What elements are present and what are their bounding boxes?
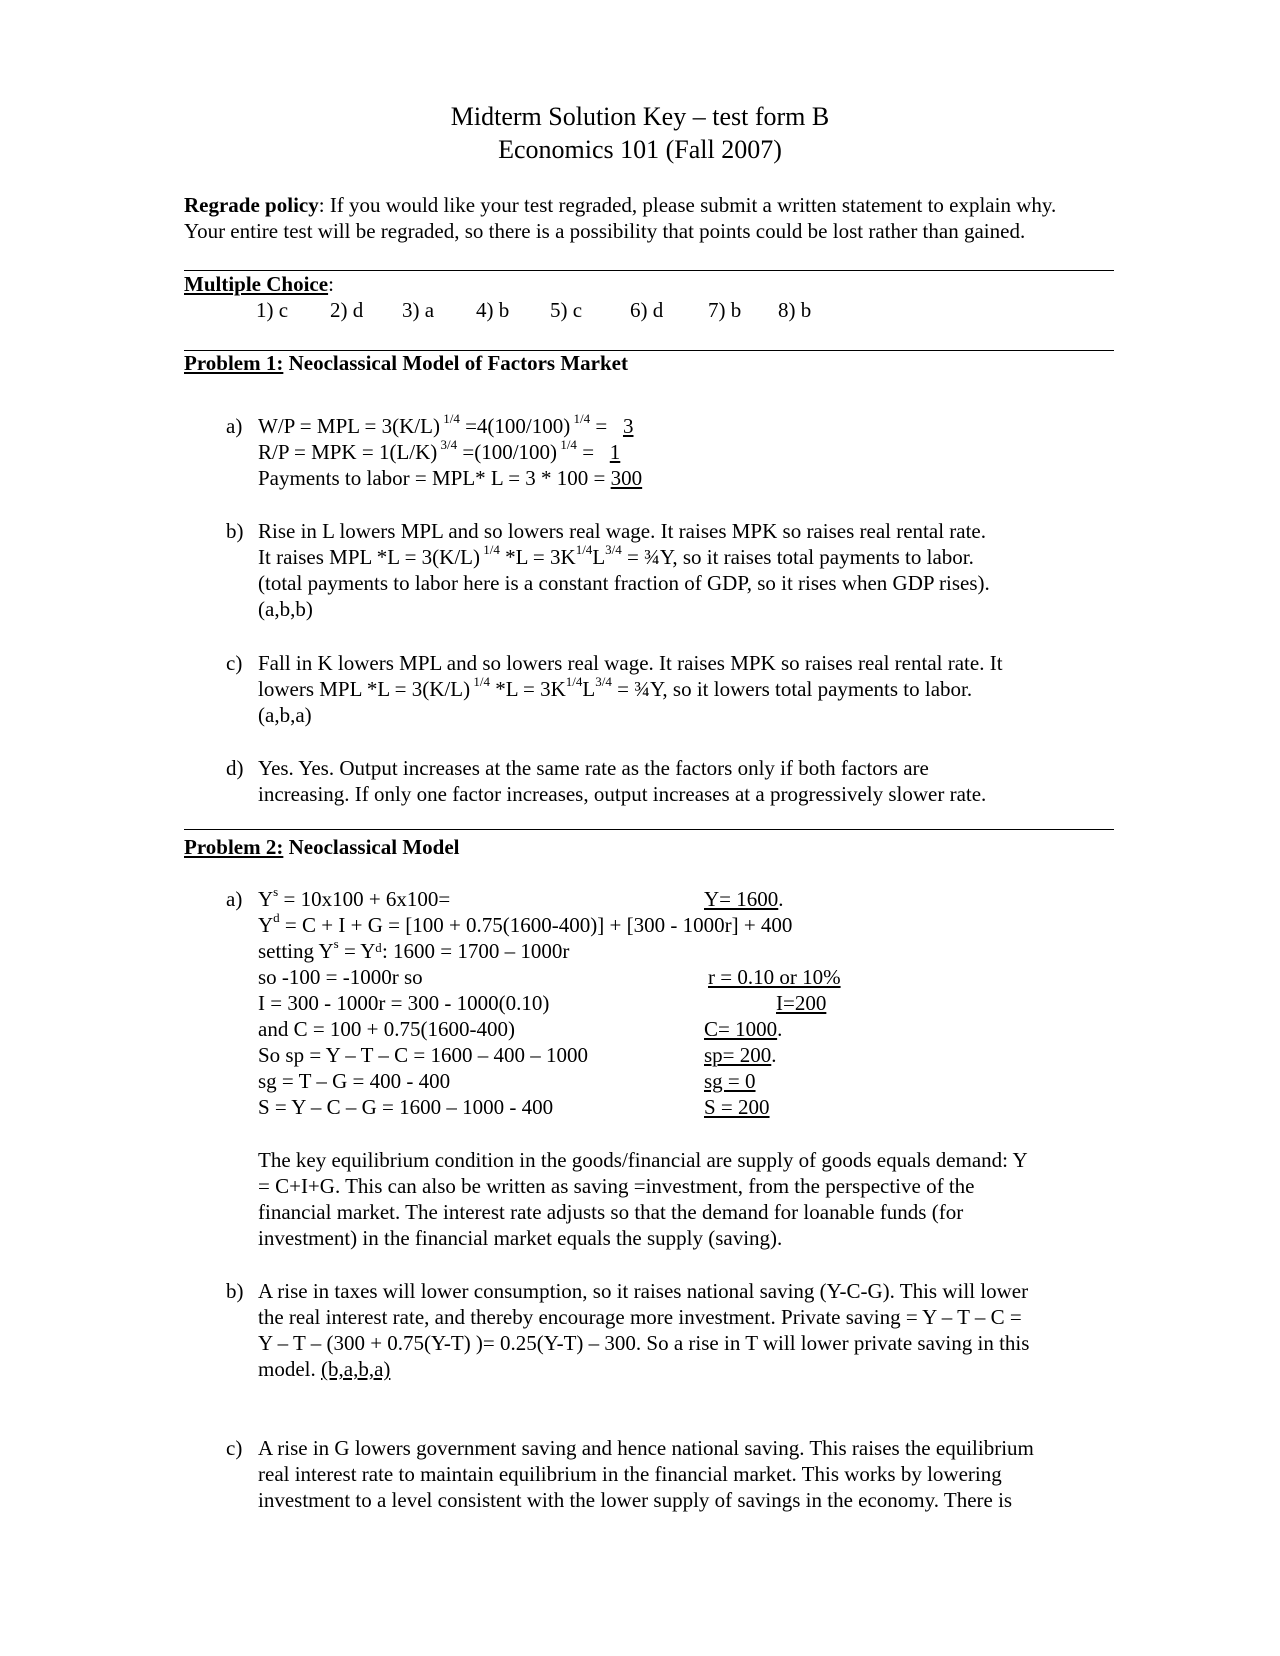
mc-answer: 8) b [778, 298, 812, 322]
computation-result [704, 886, 784, 912]
problem1-b-line-4: (a,b,b) [258, 597, 313, 621]
mc-heading [184, 271, 334, 297]
formula-text: lowers MPL *L = 3(K/L) [258, 677, 471, 701]
formula-text: = ¾Y, so it raises total payments to labor. [621, 545, 974, 569]
exponent: 1/4 [575, 542, 593, 557]
problem1-label: Problem 1: [184, 351, 284, 375]
mc-answer: 3) a [402, 298, 435, 322]
computation-result [704, 1016, 782, 1042]
title-line-1: Midterm Solution Key – test form B [450, 102, 830, 131]
problem1-a-label: a) [226, 414, 243, 438]
problem1-c-line-3: (a,b,a) [258, 703, 312, 727]
result-value: sp= 200 [704, 1043, 772, 1067]
answer: (b,a,b,a) [321, 1357, 391, 1381]
regrade-line-1 [184, 192, 1056, 218]
mc-heading-label: Multiple Choice [184, 272, 329, 296]
problem1-title: Neoclassical Model of Factors Market [283, 351, 628, 375]
problem2-a-label: a) [226, 887, 243, 911]
exponent: 3/4 [440, 437, 458, 452]
regrade-label: Regrade policy [184, 193, 319, 217]
computation-left: and C = 100 + 0.75(1600-400) [258, 1017, 515, 1041]
problem1-c-label: c) [226, 651, 243, 675]
computation-left [258, 938, 569, 964]
regrade-line-2: Your entire test will be regraded, so there is a possibility that points could be lost rather than gained. [184, 219, 1026, 243]
formula-text: Payments to labor = MPL* L = 3 * 100 = [258, 466, 611, 490]
formula-text: =(100/100) [457, 440, 558, 464]
computation-result [708, 964, 841, 990]
computation-text: Y [258, 887, 274, 911]
exponent: 1/4 [483, 542, 500, 557]
computation-left [258, 912, 792, 938]
problem2-b-line [258, 1356, 390, 1382]
computation-text: = 10x100 + 6x100= [278, 887, 451, 911]
result-value: sg = 0 [704, 1069, 756, 1093]
computation-left: So sp = Y – T – C = 1600 – 400 – 1000 [258, 1043, 588, 1067]
problem2-a-para-line: financial market. The interest rate adjusts so that the demand for loanable funds (for [258, 1200, 964, 1224]
formula-text: L [582, 677, 596, 701]
formula-text: *L = 3K [489, 677, 566, 701]
computation-text: Y [258, 913, 274, 937]
formula-text: = [576, 440, 600, 464]
formula-text: W/P = MPL = 3(K/L) [258, 414, 440, 438]
mc-answer: 2) d [330, 298, 364, 322]
result-value: r = 0.10 or 10% [708, 965, 841, 989]
problem1-d-line-1: Yes. Yes. Output increases at the same rate as the factors only if both factors are [258, 756, 929, 780]
computation-left: S = Y – C – G = 1600 – 1000 - 400 [258, 1095, 554, 1119]
problem2-a-para-line: investment) in the financial market equals the supply (saving). [258, 1226, 783, 1250]
result-tail: . [778, 887, 784, 911]
result-value: S = 200 [704, 1095, 770, 1119]
formula-text: = ¾Y, so it lowers total payments to labor. [611, 677, 973, 701]
formula-text: *L = 3K [499, 545, 576, 569]
superscript: s [273, 884, 279, 899]
computation-left: so -100 = -1000r so [258, 965, 423, 989]
mc-answer: 5) c [550, 298, 583, 322]
problem1-b-label: b) [226, 519, 244, 543]
formula-text: R/P = MPK = 1(L/K) [258, 440, 438, 464]
problem2-heading [184, 834, 459, 860]
title-line-2: Economics 101 (Fall 2007) [498, 135, 782, 164]
answer: 1 [609, 440, 621, 464]
problem2-c-label: c) [226, 1436, 243, 1460]
problem2-c-line: A rise in G lowers government saving and hence national saving. This raises the equilibrium [258, 1436, 1034, 1460]
exponent: 1/4 [443, 411, 460, 426]
problem1-d-line-2: increasing. If only one factor increases, output increases at a progressively slower rate. [258, 782, 987, 806]
computation-result [704, 1094, 770, 1120]
formula-text: It raises MPL *L = 3(K/L) [258, 545, 480, 569]
computation-result [704, 1042, 777, 1068]
computation-text: = Yᵈ: 1600 = 1700 – 1000r [338, 939, 570, 963]
exponent: 1/4 [573, 411, 591, 426]
result-value: Y= 1600 [704, 887, 779, 911]
problem2-b-line: Y – T – (300 + 0.75(Y-T) )= 0.25(Y-T) – 300. So a rise in T will lower private saving in this [258, 1331, 1030, 1355]
problem1-a-line-2 [258, 439, 620, 465]
problem2-a-para-line: The key equilibrium condition in the goods/financial are supply of goods equals demand: Y [258, 1148, 1028, 1172]
problem1-c-line-1: Fall in K lowers MPL and so lowers real wage. It raises MPK so raises real rental rate. It [258, 651, 1003, 675]
problem1-b-line-3: (total payments to labor here is a constant fraction of GDP, so it rises when GDP rises). [258, 571, 990, 595]
mc-answer: 6) d [630, 298, 664, 322]
computation-result [776, 990, 826, 1016]
superscript: d [273, 910, 280, 925]
problem2-b-label: b) [226, 1279, 244, 1303]
divider [184, 829, 1114, 830]
formula-text: L [592, 545, 606, 569]
problem2-label: Problem 2: [184, 835, 284, 859]
regrade-text-1: : If you would like your test regraded, please submit a written statement to explain why. [318, 193, 1057, 217]
problem2-b-line: A rise in taxes will lower consumption, so it raises national saving (Y-C-G). This will lower [258, 1279, 1029, 1303]
computation-left [258, 886, 450, 912]
problem2-a-para-line: = C+I+G. This can also be written as saving =investment, from the perspective of the [258, 1174, 975, 1198]
mc-heading-colon: : [328, 272, 334, 296]
problem2-b-line: the real interest rate, and thereby encourage more investment. Private saving = Y – T – C = [258, 1305, 1022, 1329]
computation-left: sg = T – G = 400 - 400 [258, 1069, 451, 1093]
exponent: 3/4 [595, 674, 612, 689]
problem1-b-line-1: Rise in L lowers MPL and so lowers real wage. It raises MPK so raises real rental rate. [258, 519, 986, 543]
computation-text: = C + I + G = [100 + 0.75(1600-400)] + [300 - 1000r] + 400 [279, 913, 793, 937]
problem1-c-line-2 [258, 676, 972, 702]
problem2-c-line: investment to a level consistent with the lower supply of savings in the economy. There is [258, 1488, 1013, 1512]
computation-text: setting Y [258, 939, 334, 963]
problem1-b-line-2 [258, 544, 974, 570]
exponent: 1/4 [473, 674, 490, 689]
problem2-title: Neoclassical Model [283, 835, 460, 859]
problem1-heading [184, 350, 628, 376]
result-tail: . [777, 1017, 783, 1041]
superscript: s [333, 936, 339, 951]
exponent: 1/4 [565, 674, 583, 689]
problem1-a-line-1 [258, 413, 633, 439]
problem1-d-label: d) [226, 756, 244, 780]
formula-text: =4(100/100) [459, 414, 571, 438]
exponent: 1/4 [560, 437, 577, 452]
mc-answer: 1) c [256, 298, 289, 322]
mc-answer: 7) b [708, 298, 742, 322]
result-value: C= 1000 [704, 1017, 778, 1041]
computation-left: I = 300 - 1000r = 300 - 1000(0.10) [258, 991, 550, 1015]
paragraph-text: model. [258, 1357, 321, 1381]
problem1-a-line-3 [258, 465, 642, 491]
mc-answer: 4) b [476, 298, 510, 322]
problem2-c-line: real interest rate to maintain equilibrium in the financial market. This works by lowering [258, 1462, 1002, 1486]
answer: 300 [610, 466, 643, 490]
exponent: 3/4 [605, 542, 622, 557]
computation-result [704, 1068, 756, 1094]
answer: 3 [622, 414, 634, 438]
result-value: I=200 [776, 991, 827, 1015]
formula-text: = [590, 414, 613, 438]
result-tail: . [771, 1043, 777, 1067]
